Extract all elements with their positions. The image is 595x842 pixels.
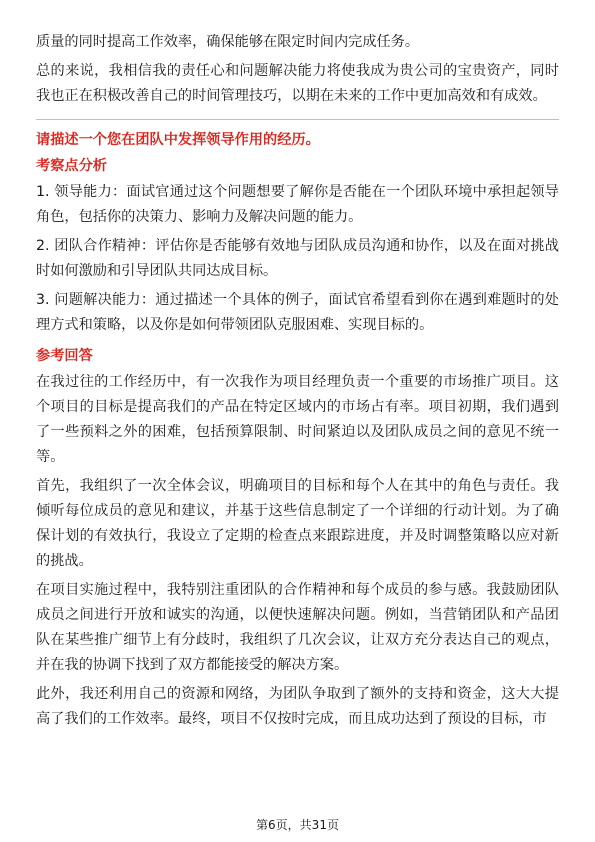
- analysis-point-2: 2. 团队合作精神：评估你是否能够有效地与团队成员沟通和协作，以及在面对挑战时如何激励和引导团队共同达成目标。: [36, 238, 559, 279]
- answer-paragraph-3: 在项目实施过程中，我特别注重团队的合作精神和每个成员的参与感。我鼓励团队成员之间进行开放和诚实的沟通，以便快速解决问题。例如，当营销团队和产品团队在某些推广细节上有分歧时，我组织了几次会议，让双方充分表达自己的观点，并在我的协调下找到了双方都能接受的解决方案。: [36, 582, 559, 673]
- analysis-point-1: 1. 领导能力：面试官通过这个问题想要了解你是否能在一个团队环境中承担起领导角色，包括你的决策力、影响力及解决问题的能力。: [36, 184, 559, 225]
- answer-paragraph-4: 此外，我还利用自己的资源和网络，为团队争取到了额外的支持和资金，这大大提高了我们的工作效率。最终，项目不仅按时完成，而且成功达到了预设的目标，市: [36, 686, 559, 727]
- page-number-footer: 第6页，共31页: [256, 818, 339, 832]
- analysis-title: 考察点分析: [36, 158, 107, 174]
- answer-paragraph-1: 在我过往的工作经历中，有一次我作为项目经理负责一个重要的市场推广项目。这个项目的目标是提高我们的产品在特定区域内的市场占有率。项目初期，我们遇到了一些预料之外的困难，包括预算限制、时间紧迫以及团队成员之间的意见不统一等。: [36, 374, 559, 465]
- answer-title: 参考回答: [36, 348, 93, 364]
- section-divider: [36, 119, 559, 120]
- answer-paragraph-2: 首先，我组织了一次全体会议，明确项目的目标和每个人在其中的角色与责任。我倾听每位成员的意见和建议，并基于这些信息制定了一个详细的行动计划。为了确保计划的有效执行，我设立了定期的检查点来跟踪进度，并及时调整策略以应对新的挑战。: [36, 478, 559, 569]
- document-page: [36, 30, 559, 736]
- analysis-point-3: 3. 问题解决能力：通过描述一个具体的例子，面试官希望看到你在遇到难题时的处理方式和策略，以及你是如何带领团队克服困难、实现目标的。: [36, 292, 559, 333]
- intro-paragraph-2: 总的来说，我相信我的责任心和问题解决能力将使我成为贵公司的宝贵资产，同时我也正在积极改善自己的时间管理技巧，以期在未来的工作中更加高效和有成效。: [36, 63, 559, 104]
- intro-paragraph-1: 质量的同时提高工作效率，确保能够在限定时间内完成任务。: [36, 34, 420, 50]
- question-heading: 请描述一个您在团队中发挥领导作用的经历。: [36, 132, 320, 148]
